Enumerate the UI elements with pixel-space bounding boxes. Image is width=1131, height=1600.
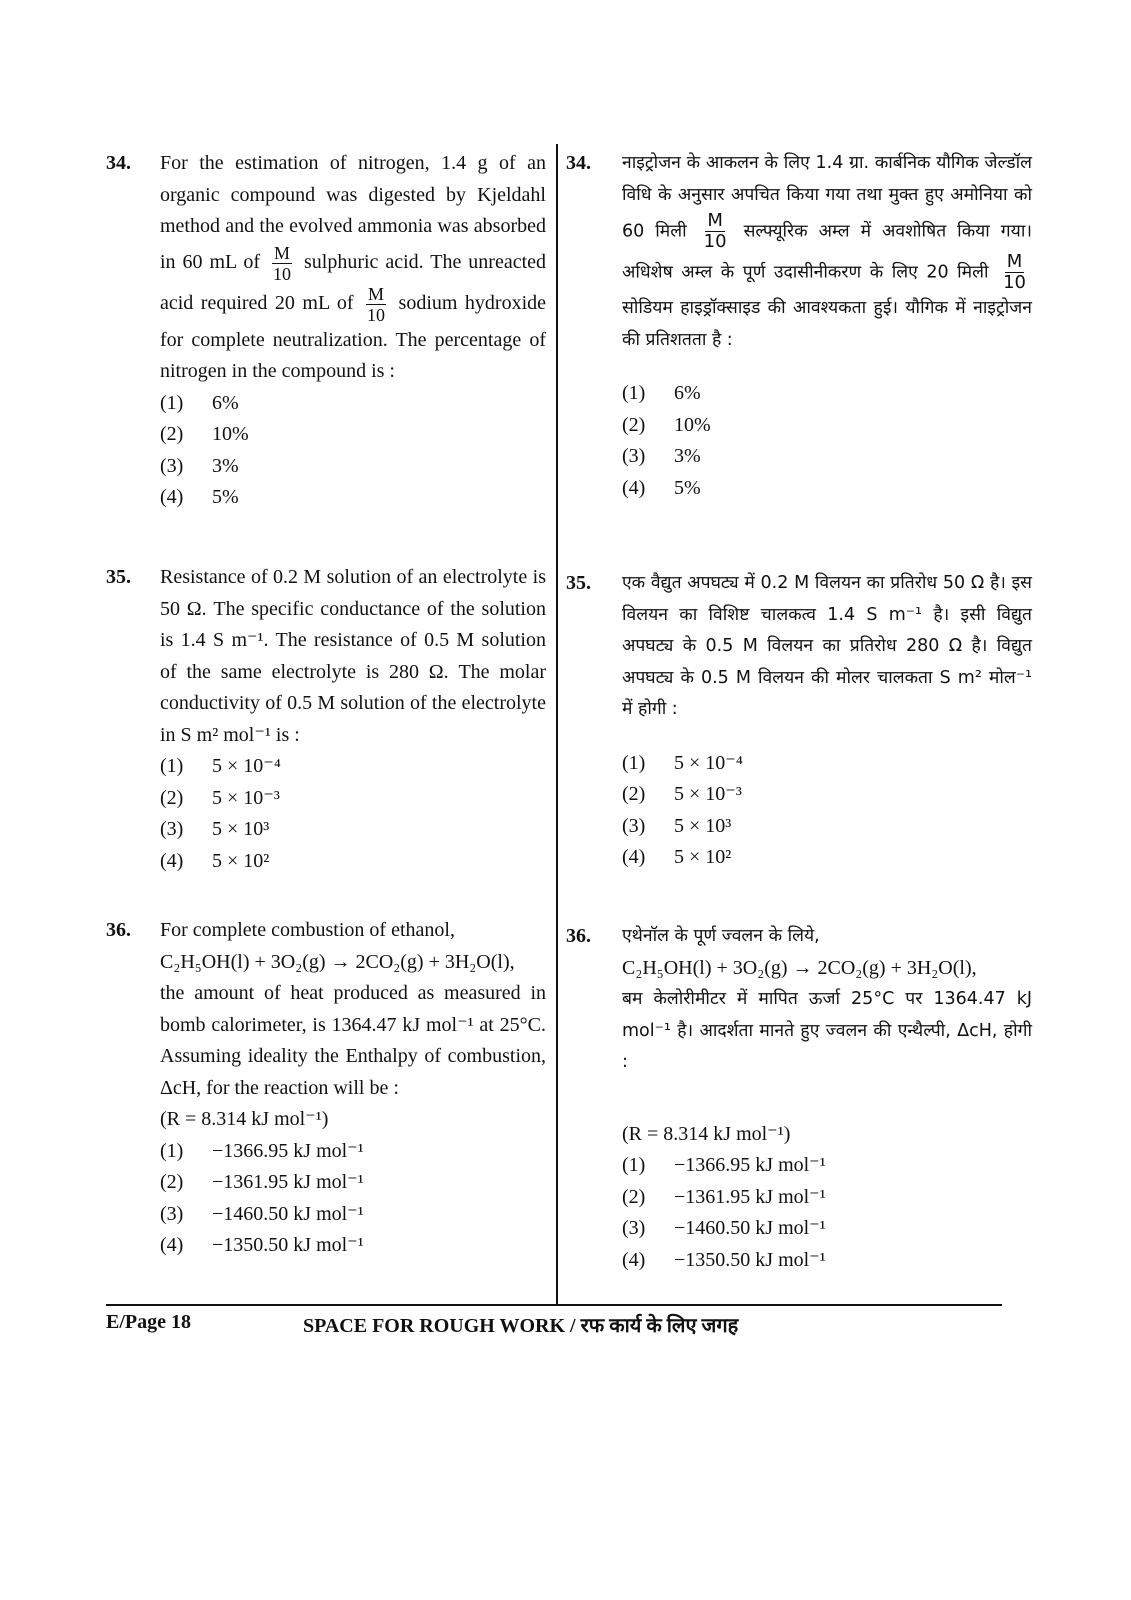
question-number: 36. [566, 925, 591, 947]
option: (2) 5 × 10⁻³ [160, 786, 280, 809]
option: (4) −1350.50 kJ mol⁻¹ [622, 1248, 826, 1271]
fraction: $\frac{M}{10}$ [703, 210, 727, 252]
question-35-hi [566, 568, 1032, 874]
option: (3) 5 × 10³ [622, 814, 732, 837]
option: (4) 5 × 10² [622, 846, 732, 868]
question-text: एथेनॉल के पूर्ण ज्वलन के लिये, C₂H₅OH(l) + 3O₂(g) → 2CO₂(g) + 3H₂O(l), बम केलोरीमीटर में मापित ऊर्जा 25°C पर 1364.47 kJ mol⁻¹ है। आदर्शता मानते हुए ज्वलन की एन्थैल्पी, ΔcH, होगी : (R = 8.314 kJ mol⁻¹) [622, 921, 1032, 1150]
question-text: Resistance of 0.2 M solution of an electrolyte is 50 Ω. The specific conductance of the solution is 1.4 S m⁻¹. The resistance of 0.5 M solution of the same electrolyte is 280 Ω. The molar conductivity of 0.5 M solution of the electrolyte in S m² mol⁻¹ is : [160, 566, 546, 746]
option: (2) −1361.95 kJ mol⁻¹ [160, 1171, 364, 1193]
question-34-en [106, 148, 546, 514]
fraction: $\frac{M}{10}$ [1003, 251, 1026, 293]
option: (1) 6% [622, 382, 701, 404]
page-number: E/Page 18 [106, 1311, 191, 1333]
question-text: For complete combustion of ethanol, C₂H₅OH(l) + 3O₂(g) → 2CO₂(g) + 3H₂O(l), the amount of heat produced as measured in bomb calorimeter, is 1364.47 kJ mol⁻¹ at 25°C. Assuming ideality the Enthalpy of combustion, ΔcH, for the reaction will be : (R = 8.314 kJ mol⁻¹) [160, 915, 546, 1136]
option: (3) −1460.50 kJ mol⁻¹ [622, 1217, 826, 1239]
options-list [622, 378, 1032, 504]
options-list [622, 1150, 1032, 1276]
column-divider [556, 144, 558, 1304]
question-text: एक वैद्युत अपघट्य में 0.2 M विलयन का प्रतिरोध 50 Ω है। इस विलयन का विशिष्ट चालकत्व 1.4 S m⁻¹ है। इसी विद्युत अपघट्य के 0.5 M विलयन का प्रतिरोध 280 Ω है। विद्युत अपघट्य के 0.5 M विलयन की मोलर चालकता S m² मोल⁻¹ में होगी : [622, 573, 1032, 719]
option: (2) 5 × 10⁻³ [622, 783, 742, 805]
option: (2) 10% [160, 423, 249, 445]
given-constant: (R = 8.314 kJ mol⁻¹) [160, 1108, 329, 1130]
question-36-hi [566, 921, 1032, 1276]
option: (1) 6% [160, 391, 239, 414]
option: (4) 5% [622, 476, 701, 499]
option: (4) 5% [160, 486, 239, 508]
option: (3) 3% [622, 445, 701, 467]
fraction: $\frac{M}{10}$ [367, 283, 386, 325]
option: (2) 10% [622, 413, 711, 436]
option: (1) 5 × 10⁻⁴ [622, 751, 743, 774]
option: (4) −1350.50 kJ mol⁻¹ [160, 1234, 364, 1256]
question-number: 35. [566, 572, 591, 594]
question-text: नाइट्रोजन के आकलन के लिए 1.4 ग्रा. कार्बनिक यौगिक जेल्डॉल विधि के अनुसार अपचित किया गया तथा मुक्त हुए अमोनिया को 60 मिली $\frac{M}{10}$ सल्फ्यूरिक अम्ल में अवशोषित किया गया। अधिशेष अम्ल के पूर्ण उदासीनीकरण के लिए 20 मिली $\frac{M}{10}$ सोडियम हाइड्रॉक्साइड की आवश्यकता हुई। यौगिक में नाइट्रोजन की प्रतिशतता है : [622, 153, 1032, 350]
question-36-en [106, 915, 546, 1262]
options-list [160, 1136, 546, 1262]
equation: C₂H₅OH(l) + 3O₂(g) → 2CO₂(g) + 3H₂O(l), [622, 956, 977, 979]
question-number: 36. [106, 919, 131, 941]
option: (2) −1361.95 kJ mol⁻¹ [622, 1185, 826, 1208]
option: (1) −1366.95 kJ mol⁻¹ [622, 1154, 826, 1176]
options-list [160, 751, 546, 877]
question-number: 34. [566, 152, 591, 174]
options-list [160, 388, 546, 514]
option: (1) −1366.95 kJ mol⁻¹ [160, 1139, 364, 1162]
footer-rule [106, 1304, 1002, 1306]
option: (4) 5 × 10² [160, 849, 270, 872]
option: (3) 5 × 10³ [160, 818, 270, 840]
equation: C₂H₅OH(l) + 3O₂(g) → 2CO₂(g) + 3H₂O(l), [160, 950, 515, 973]
options-list [622, 748, 1032, 874]
fraction: $\frac{M}{10}$ [273, 242, 292, 284]
question-35-en [106, 562, 546, 877]
given-constant: (R = 8.314 kJ mol⁻¹) [622, 1122, 791, 1145]
rough-work-label: SPACE FOR ROUGH WORK / रफ कार्य के लिए जगह [303, 1315, 739, 1337]
question-number: 34. [106, 152, 131, 174]
question-34-hi [566, 148, 1032, 504]
option: (3) 3% [160, 454, 239, 477]
question-number: 35. [106, 566, 131, 588]
option: (1) 5 × 10⁻⁴ [160, 755, 281, 777]
question-text: For the estimation of nitrogen, 1.4 g of an organic compound was digested by Kjeldahl method and the evolved ammonia was absorbed in 60 mL of $\frac{M}{10}$ sulphuric acid. The unreacted acid required 20 mL of $\frac{M}{10}$ sodium hydroxide for complete neutralization. The percentage of nitrogen in the compound is : [160, 152, 547, 382]
option: (3) −1460.50 kJ mol⁻¹ [160, 1202, 364, 1225]
